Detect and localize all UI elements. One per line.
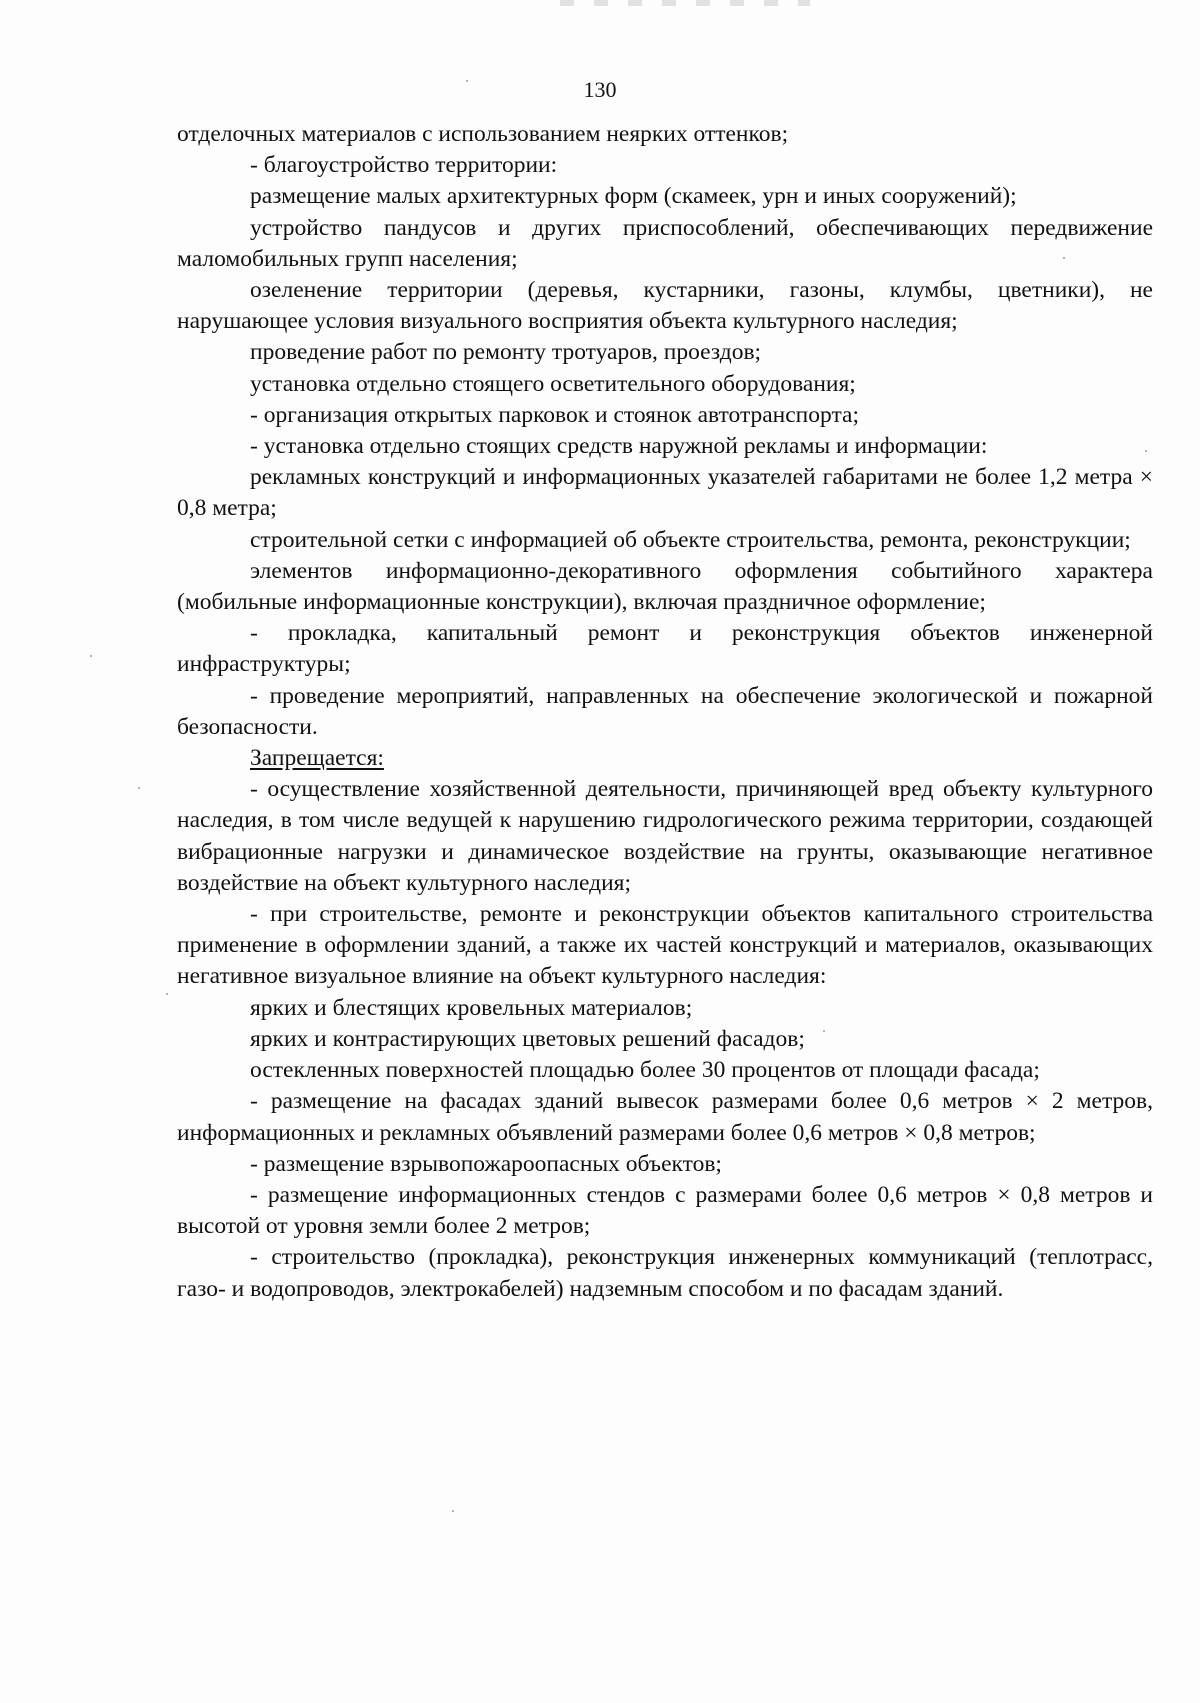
paragraph: - благоустройство территории:: [250, 152, 558, 179]
scan-speck: [1145, 450, 1147, 452]
scan-speck: [166, 993, 168, 995]
paragraph: проведение работ по ремонту тротуаров, проездов;: [250, 339, 762, 366]
paragraph: - размещение взрывопожароопасных объектов;: [250, 1150, 722, 1177]
paragraph: - при строительстве, ремонте и реконструкции объектов капитального строительства применение в оформлении зданий, а также их частей конструкций и материалов, оказывающих негативное визуальное влияние на объект культурного наследия:: [177, 901, 1153, 990]
page-number: 130: [583, 77, 617, 102]
scan-edge-artifact: [560, 0, 810, 6]
paragraph: элементов информационно-декоративного оформления событийного характера (мобильные информационные конструкции), включая праздничное оформление;: [177, 557, 1153, 616]
section-heading-prohibited: Запрещается:: [250, 745, 384, 772]
paragraph: - размещение на фасадах зданий вывесок размерами более 0,6 метров × 2 метров, информационных и рекламных объявлений размерами более 0,6 метров × 0,8 метров;: [177, 1088, 1153, 1146]
paragraph: - размещение информационных стендов с размерами более 0,6 метров × 0,8 метров и высотой от уровня земли более 2 метров;: [177, 1181, 1153, 1240]
paragraph: рекламных конструкций и информационных указателей габаритами не более 1,2 метра × 0,8 метра;: [177, 464, 1153, 522]
scan-speck: [138, 787, 140, 789]
paragraph: устройство пандусов и других приспособлений, обеспечивающих передвижение маломобильных групп населения;: [177, 214, 1153, 272]
paragraph: - проведение мероприятий, направленных на обеспечение экологической и пожарной безопасности.: [177, 682, 1153, 740]
scan-speck: [452, 1510, 454, 1512]
paragraph: ярких и блестящих кровельных материалов;: [250, 994, 693, 1021]
paragraph: - строительство (прокладка), реконструкция инженерных коммуникаций (теплотрасс, газо- и водопроводов, электрокабелей) надземным способом и по фасадам зданий.: [177, 1244, 1153, 1302]
scan-speck: [90, 655, 92, 657]
paragraph: строительной сетки с информацией об объекте строительства, ремонта, реконструкции;: [250, 526, 1131, 553]
scan-speck: [466, 80, 468, 82]
document-body: [177, 119, 1153, 1305]
paragraph: - осуществление хозяйственной деятельности, причиняющей вред объекту культурного наследия, в том числе ведущей к нарушению гидрологического режима территории, создающей вибрационные нагрузки и динамическое воздействие на грунты, оказывающие негативное воздействие на объект культурного наследия;: [177, 776, 1153, 896]
paragraph: - прокладка, капитальный ремонт и реконструкция объектов инженерной инфраструктуры;: [177, 620, 1153, 678]
paragraph: - установка отдельно стоящих средств наружной рекламы и информации:: [250, 433, 988, 460]
paragraph: установка отдельно стоящего осветительного оборудования;: [250, 370, 856, 397]
paragraph: ярких и контрастирующих цветовых решений фасадов;: [250, 1025, 805, 1052]
paragraph: озеленение территории (деревья, кустарники, газоны, клумбы, цветники), не нарушающее условия визуального восприятия объекта культурного наследия;: [177, 277, 1153, 335]
paragraph: размещение малых архитектурных форм (скамеек, урн и иных сооружений);: [250, 183, 1017, 210]
paragraph: остекленных поверхностей площадью более 30 процентов от площади фасада;: [250, 1057, 1040, 1084]
paragraph: отделочных материалов с использованием неярких оттенков;: [177, 121, 789, 147]
scan-speck: [1063, 257, 1065, 259]
paragraph: - организация открытых парковок и стоянок автотранспорта;: [250, 401, 859, 428]
scan-speck: [823, 1030, 825, 1032]
